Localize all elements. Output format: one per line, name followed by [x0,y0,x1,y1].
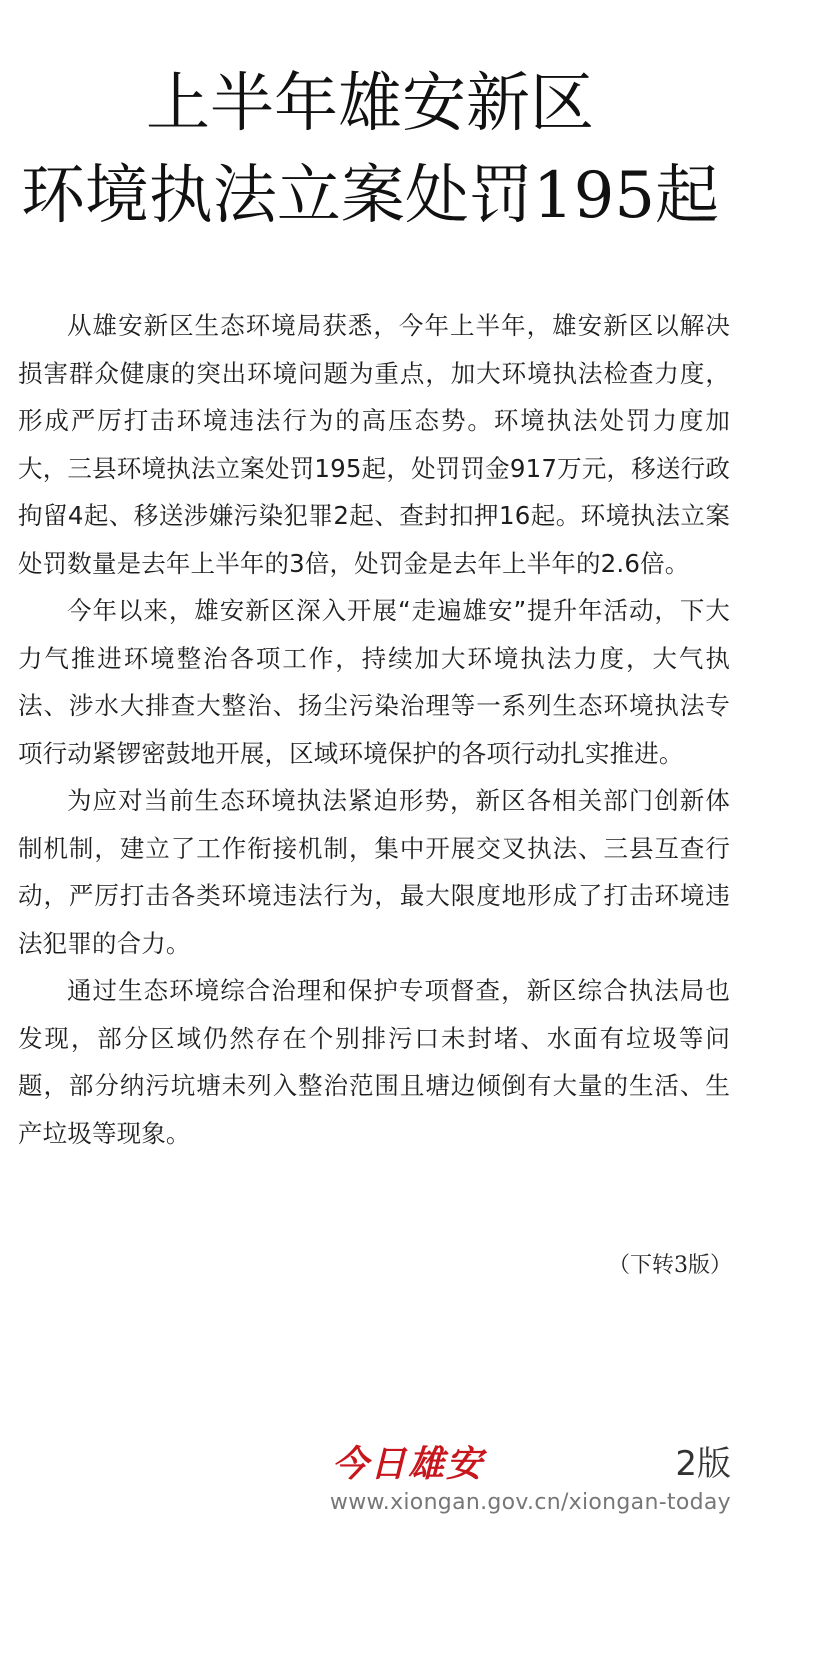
article-body [18,302,730,1157]
page-number: 2版 [675,1444,731,1484]
paragraph-3: 为应对当前生态环境执法紧迫形势，新区各相关部门创新体制机制，建立了工作衔接机制，集中开展交叉执法、三县互查行动，严厉打击各类环境违法行为，最大限度地形成了打击环境违法犯罪的合力。 [18,786,730,958]
footer-url[interactable]: www.xiongan.gov.cn/xiongan-today [329,1490,731,1515]
newspaper-logo: 今日雄安 [332,1443,485,1485]
title-line-1: 上半年雄安新区 [146,67,594,141]
paragraph-2: 今年以来，雄安新区深入开展“走遍雄安”提升年活动，下大力气推进环境整治各项工作，持续加大环境执法力度，大气执法、涉水大排查大整治、扬尘污染治理等一系列生态环境执法专项行动紧锣密鼓地开展，区域环境保护的各项行动扎实推进。 [18,596,730,768]
paragraph-1: 从雄安新区生态环境局获悉，今年上半年，雄安新区以解决损害群众健康的突出环境问题为重点，加大环境执法检查力度，形成严厉打击环境违法行为的高压态势。环境执法处罚力度加大，三县环境执法立案处罚195起，处罚罚金917万元，移送行政拘留4起、移送涉嫌污染犯罪2起、查封扣押16起。环境执法立案处罚数量是去年上半年的3倍，处罚金是去年上半年的2.6倍。 [18,311,730,578]
title-line-2: 环境执法立案处罚195起 [20,159,720,233]
paragraph-4: 通过生态环境综合治理和保护专项督查，新区综合执法局也发现，部分区域仍然存在个别排污口未封堵、水面有垃圾等问题，部分纳污坑塘未列入整治范围且塘边倾倒有大量的生活、生产垃圾等现象。 [18,976,730,1148]
article-title [0,58,740,242]
continuation-note: （下转3版） [608,1253,732,1278]
